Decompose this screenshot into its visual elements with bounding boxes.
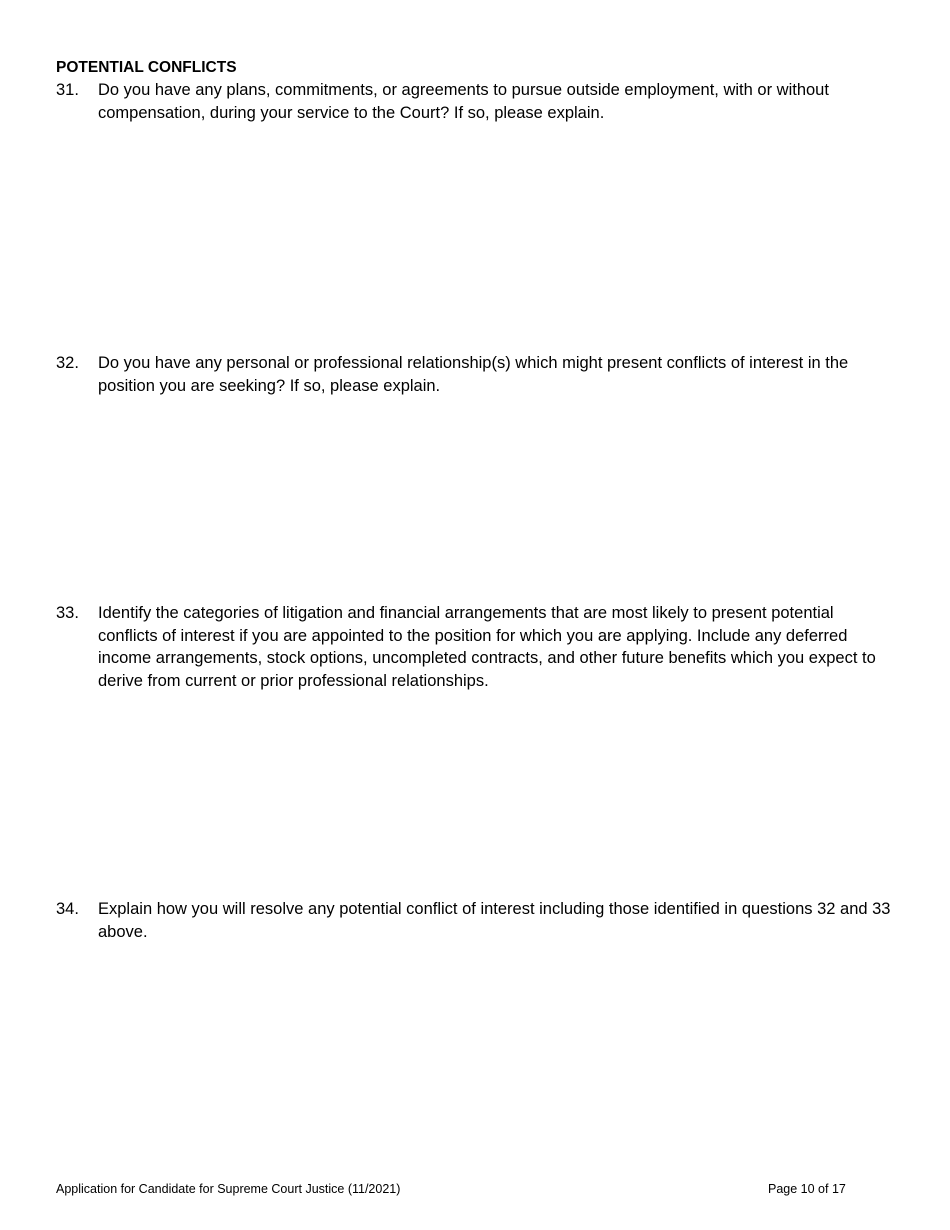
footer-form-title: Application for Candidate for Supreme Court Justice (11/2021) (56, 1182, 401, 1196)
question-number: 31. (56, 81, 79, 99)
section-heading: POTENTIAL CONFLICTS (56, 59, 237, 76)
question-text: Explain how you will resolve any potential conflict of interest including those identified in questions 32 and 33 above. (98, 900, 891, 941)
question-text: Do you have any plans, commitments, or agreements to pursue outside employment, with or without compensation, during your service to the Court? If so, please explain. (98, 81, 829, 122)
question-31 (56, 79, 896, 124)
question-34 (56, 898, 896, 943)
question-text: Do you have any personal or professional relationship(s) which might present conflicts of interest in the position you are seeking? If so, please explain. (98, 354, 849, 395)
question-text: Identify the categories of litigation and financial arrangements that are most likely to present potential conflicts of interest if you are appointed to the position for which you are applying. Include any deferred income arrangements, stock options, uncompleted contracts, and other future benefits which you expect to derive from current or prior professional relationships. (98, 604, 876, 691)
question-number: 34. (56, 900, 79, 918)
footer-page-number: Page 10 of 17 (768, 1182, 846, 1196)
question-number: 32. (56, 354, 79, 372)
question-32 (56, 352, 896, 397)
question-33 (56, 602, 896, 693)
question-number: 33. (56, 604, 79, 622)
